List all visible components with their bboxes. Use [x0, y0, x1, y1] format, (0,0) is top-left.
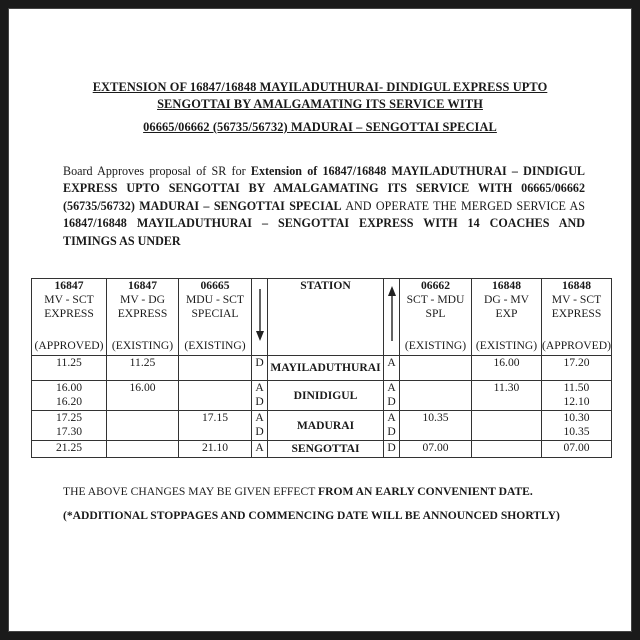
station-cell: MADURAI [268, 411, 384, 441]
time-cell: 21.25 [32, 441, 107, 458]
time-cell [107, 411, 179, 441]
proposal-paragraph [63, 163, 585, 250]
time-cell: 21.10 [179, 441, 252, 458]
time-cell: 17.15 [179, 411, 252, 441]
header-col-8: 16848 DG - MV EXP (EXISTING) [472, 279, 542, 356]
time-cell: A D [252, 411, 268, 441]
time-cell: 07.00 [542, 441, 612, 458]
up-arrow-cell [384, 279, 400, 356]
time-cell: 16.00 [107, 381, 179, 411]
time-cell: 16.00 16.20 [32, 381, 107, 411]
header-col-2: 16847 MV - DG EXPRESS (EXISTING) [107, 279, 179, 356]
header-col-7: 06662 SCT - MDU SPL (EXISTING) [400, 279, 472, 356]
table-row [32, 356, 612, 381]
header-col-1: 16847 MV - SCT EXPRESS (APPROVED) [32, 279, 107, 356]
time-cell: A D [384, 411, 400, 441]
time-cell [472, 441, 542, 458]
para-mid: AND OPERATE THE MERGED SERVICE AS [341, 198, 586, 213]
timetable [31, 278, 612, 458]
time-cell [107, 441, 179, 458]
title-line-2: SENGOTTAI BY AMALGAMATING ITS SERVICE WITH [157, 97, 483, 111]
time-cell: 07.00 [400, 441, 472, 458]
time-cell: 11.25 [107, 356, 179, 381]
table-row [32, 381, 612, 411]
title-line-3: 06665/06662 (56735/56732) MADURAI – SENGOTTAI SPECIAL [143, 120, 497, 134]
arrow-up-icon [387, 279, 397, 349]
document-page [8, 8, 632, 632]
time-cell: 10.35 [400, 411, 472, 441]
time-cell: D [384, 441, 400, 458]
time-cell [179, 356, 252, 381]
stoppage-note: (*ADDITIONAL STOPPAGES AND COMMENCING DATE WILL BE ANNOUNCED SHORTLY) [63, 509, 560, 522]
table-row [32, 411, 612, 441]
para-bold-merged: 16847/16848 MAYILADUTHURAI – SENGOTTAI EXPRESS WITH 14 COACHES AND TIMINGS AS UNDER [63, 216, 585, 248]
time-cell: 16.00 [472, 356, 542, 381]
time-cell: A D [252, 381, 268, 411]
para-bold-extension: Extension of 16847/16848 MAYILADUTHURAI – DINDIGUL EXPRESS UPTO SENGOTTAI BY AMALGAMATING ITS SERVICE WITH 06665/06662 (56735/56732) MADURAI – SENGOTTAI SPECIAL [63, 164, 585, 213]
time-cell: 10.30 10.35 [542, 411, 612, 441]
table-row [32, 441, 612, 458]
time-cell [179, 381, 252, 411]
time-cell: A D [384, 381, 400, 411]
time-cell [400, 356, 472, 381]
title-line-1: EXTENSION OF 16847/16848 MAYILADUTHURAI- DINDIGUL EXPRESS UPTO [92, 80, 548, 94]
time-cell: A [252, 441, 268, 458]
effect-note [63, 485, 533, 498]
time-cell: 17.20 [542, 356, 612, 381]
station-cell: MAYILADUTHURAI [268, 356, 384, 381]
time-cell: 17.25 17.30 [32, 411, 107, 441]
time-cell [472, 411, 542, 441]
para-intro: Board Approves proposal of SR for [63, 164, 251, 178]
time-cell [400, 381, 472, 411]
station-cell: SENGOTTAI [268, 441, 384, 458]
effect-note-bold: FROM AN EARLY CONVENIENT DATE. [317, 485, 533, 498]
station-cell: DINIDIGUL [268, 381, 384, 411]
time-cell: 11.30 [472, 381, 542, 411]
time-cell: A [384, 356, 400, 381]
time-cell: 11.50 12.10 [542, 381, 612, 411]
down-arrow-cell [252, 279, 268, 356]
header-col-9: 16848 MV - SCT EXPRESS (APPROVED) [542, 279, 612, 356]
header-col-3: 06665 MDU - SCT SPECIAL (EXISTING) [179, 279, 252, 356]
time-cell: 11.25 [32, 356, 107, 381]
timetable-header-row [32, 279, 612, 356]
effect-note-plain: THE ABOVE CHANGES MAY BE GIVEN EFFECT [63, 485, 318, 498]
arrow-down-icon [255, 279, 265, 349]
header-station: STATION [268, 279, 384, 356]
time-cell: D [252, 356, 268, 381]
